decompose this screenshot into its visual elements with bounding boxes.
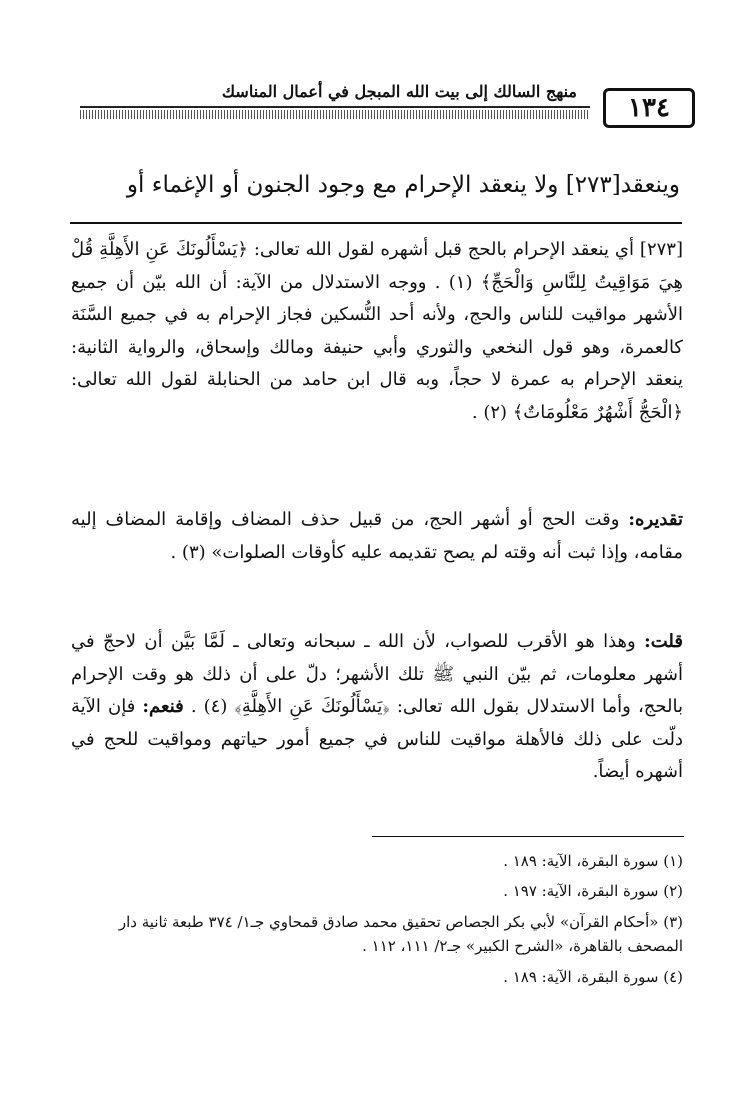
note-paragraph-3: [71, 626, 683, 789]
note-paragraph-1-text: [٢٧٣] أي ينعقد الإحرام بالحج قبل أشهره لقول الله تعالى: ﴿يَسْأَلُونَكَ عَنِ الأَهِلَّةِ قُلْ هِيَ مَوَاقِيتُ لِلنَّاسِ وَالْحَجِّ﴾ (١) . ووجه الاستدلال من الآية: أن الله بيّن أن جميع الأشهر مواقيت للناس والحج، ولأنه أحد النُّسكين فجاز الإحرام به في جميع السَّنَة كالعمرة، وهو قول النخعي والثوري وأبي حنيفة ومالك وإسحاق، والرواية الثانية: ينعقد الإحرام به عمرة لا حجاً، وبه قال ابن حامد من الحنابلة لقول الله تعالى: ﴿الْحَجُّ أَشْهُرٌ مَعْلُومَاتٌ﴾ (٢) .: [71, 239, 683, 423]
footnote-1: (١) سورة البقرة، الآية: ١٨٩ .: [503, 852, 683, 870]
footnote-4: (٤) سورة البقرة، الآية: ١٨٩ .: [503, 968, 683, 986]
header-rule: [80, 106, 590, 120]
footnote-3: (٣) «أحكام القرآن» لأبي بكر الجصاص تحقيق محمد صادق قمحاوي جـ١/ ٣٧٤ طبعة ثانية دار المصحف بالقاهرة، «الشرح الكبير» جـ٢/ ١١١، ١١٢ .: [118, 913, 683, 955]
note-paragraph-3-text-a: وهذا هو الأقرب للصواب، لأن الله ـ سبحانه وتعالى ـ لَمَّا بَيَّن أن لاحجّ في أشهر معلومات، ثم بيّن النبي ﷺ تلك الأشهر؛ دلّ على أن ذلك هو وقت الإحرام بالحج، وأما الاستدلال بقول الله تعالى: ﴿يَسْأَلُونَكَ عَنِ الأَهِلَّةِ﴾ (٤) .: [71, 631, 683, 717]
note-paragraph-2-label: تقديره:: [628, 509, 683, 530]
footnotes: [71, 846, 683, 992]
main-text-line: وينعقد[٢٧٣] ولا ينعقد الإحرام مع وجود الجنون أو الإغماء أو: [126, 172, 680, 198]
page-header: [80, 82, 695, 132]
footnote-2: (٢) سورة البقرة، الآية: ١٩٧ .: [503, 882, 683, 900]
note-paragraph-2-text: وقت الحج أو أشهر الحج، من قبيل حذف المضاف وإقامة المضاف إليه مقامه، وإذا ثبت أنه وقته لم يصح تقديمه عليه كأوقات الصلوات» (٣) .: [71, 509, 683, 563]
page-number: ١٣٤: [603, 88, 695, 128]
note-paragraph-1: [71, 234, 683, 429]
header-rule-line: [80, 106, 590, 108]
note-paragraph-3-text-b: فإن الآية دلّت على ذلك فالأهلة مواقيت للناس في جميع أمور حياتهم ومواقيت للحج في أشهره أيضاً.: [71, 696, 683, 782]
note-paragraph-3-label: قلت:: [644, 631, 683, 652]
note-paragraph-3-label-2: فنعم:: [142, 696, 184, 717]
main-separator: [70, 222, 682, 224]
footnote-separator: [372, 836, 684, 837]
book-title: منهج السالك إلى بيت الله المبجل في أعمال المناسك: [221, 82, 577, 101]
note-paragraph-2: [71, 504, 683, 569]
header-rule-hatch: [80, 110, 590, 119]
